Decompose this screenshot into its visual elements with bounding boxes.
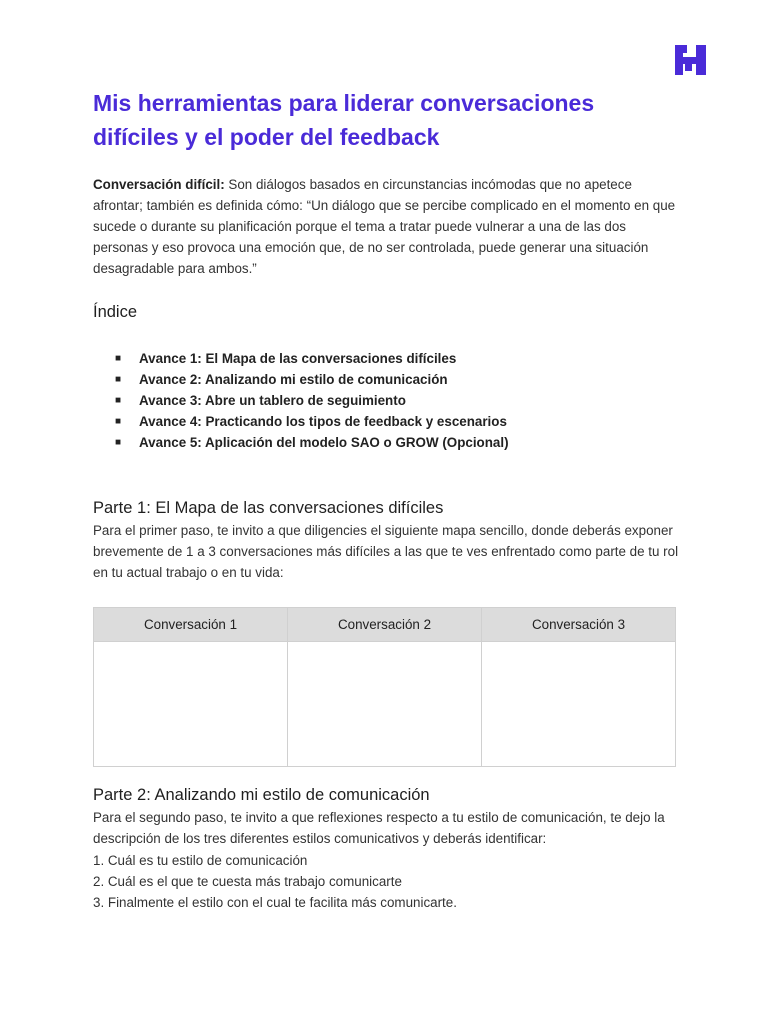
table-cell[interactable] xyxy=(288,642,482,767)
table-header-cell: Conversación 2 xyxy=(288,608,482,642)
table-header-cell: Conversación 3 xyxy=(482,608,676,642)
table-header-cell: Conversación 1 xyxy=(94,608,288,642)
index-item-label: Avance 5: Aplicación del modelo SAO o GROW (Opcional) xyxy=(139,435,509,450)
part2-heading: Parte 2: Analizando mi estilo de comunicación xyxy=(93,786,430,804)
square-bullet-icon: ■ xyxy=(115,353,122,364)
index-item-label: Avance 1: El Mapa de las conversaciones difíciles xyxy=(139,351,457,366)
part1-paragraph: Para el primer paso, te invito a que diligencies el siguiente mapa sencillo, donde deberás exponer brevemente de 1 a 3 conversaciones más difíciles a las que te ves enfrentado como parte de tu rol en tu actual trabajo o en tu vida: xyxy=(93,523,679,580)
index-item-label: Avance 4: Practicando los tipos de feedback y escenarios xyxy=(139,414,507,429)
square-bullet-icon: ■ xyxy=(115,374,122,385)
index-item-label: Avance 3: Abre un tablero de seguimiento xyxy=(139,393,406,408)
index-list xyxy=(115,348,509,453)
square-bullet-icon: ■ xyxy=(115,395,122,406)
page-title xyxy=(93,86,693,154)
index-item[interactable] xyxy=(115,348,509,369)
title-line-1: Mis herramientas para liderar conversaciones xyxy=(93,90,595,116)
intro-text: Son diálogos basados en circunstancias incómodas que no apetece afrontar; también es definida cómo: “Un diálogo que se percibe complicado en el momento en que sucede o durante su planificación porque el tema a tratar puede vulnerar a una de las dos personas y eso provoca una emoción que, de no ser controlada, puede generar una situación desagradable para ambos.” xyxy=(93,177,676,276)
index-item-label: Avance 2: Analizando mi estilo de comunicación xyxy=(139,372,448,387)
square-bullet-icon: ■ xyxy=(115,437,122,448)
index-item[interactable] xyxy=(115,369,509,390)
table-cell[interactable] xyxy=(482,642,676,767)
steps-list xyxy=(93,850,457,913)
table-row xyxy=(94,642,676,767)
list-item: 1. Cuál es tu estilo de comunicación xyxy=(93,853,308,868)
list-item: 2. Cuál es el que te cuesta más trabajo comunicarte xyxy=(93,874,402,889)
title-line-2: difíciles y el poder del feedback xyxy=(93,124,440,150)
list-item: 3. Finalmente el estilo con el cual te facilita más comunicarte. xyxy=(93,895,457,910)
part1-heading: Parte 1: El Mapa de las conversaciones difíciles xyxy=(93,499,444,517)
index-item[interactable] xyxy=(115,411,509,432)
square-bullet-icon: ■ xyxy=(115,416,122,427)
table-cell[interactable] xyxy=(94,642,288,767)
intro-term: Conversación difícil: xyxy=(93,177,225,192)
index-item[interactable] xyxy=(115,390,509,411)
intro-paragraph xyxy=(93,174,683,279)
conversation-map-table xyxy=(93,607,676,767)
table-header-row xyxy=(94,608,676,642)
index-heading: Índice xyxy=(93,303,138,321)
index-item[interactable] xyxy=(115,432,509,453)
part2-paragraph: Para el segundo paso, te invito a que reflexiones respecto a tu estilo de comunicación, te dejo la descripción de los tres diferentes estilos comunicativos y deberás identificar: xyxy=(93,810,665,846)
hash-logo-icon xyxy=(675,45,706,75)
